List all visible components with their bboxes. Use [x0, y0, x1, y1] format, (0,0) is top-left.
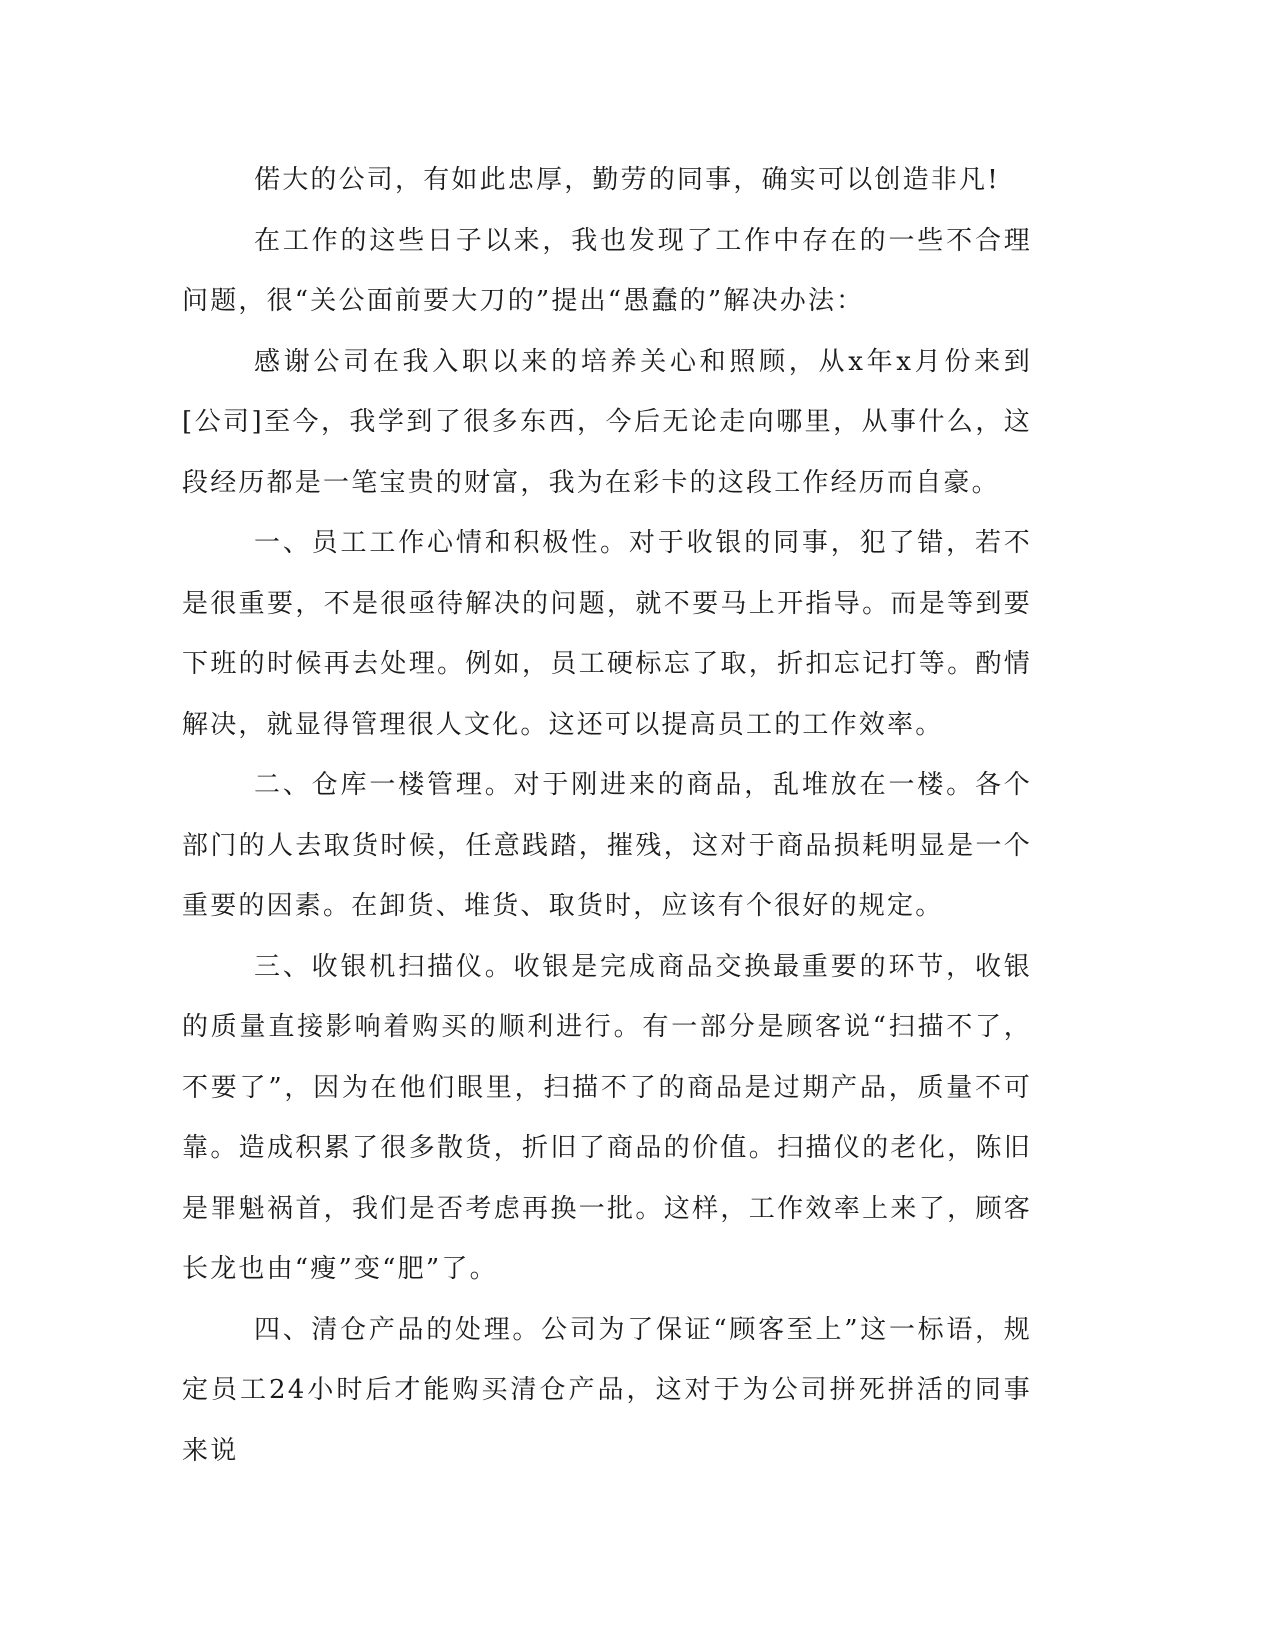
paragraph-problems: 在工作的这些日子以来，我也发现了工作中存在的一些不合理问题，很“关公面前要大刀的”提出“愚蠢的”解决办法： — [182, 225, 1032, 316]
paragraph-gratitude: 感谢公司在我入职以来的培养关心和照顾，从x年x月份来到[公司]至今，我学到了很多东西，今后无论走向哪里，从事什么，这段经历都是一笔宝贵的财富，我为在彩卡的这段工作经历而自豪。 — [182, 346, 1032, 498]
paragraph-item-3: 三、收银机扫描仪。收银是完成商品交换最重要的环节，收银的质量直接影响着购买的顺利进行。有一部分是顾客说“扫描不了，不要了”，因为在他们眼里，扫描不了的商品是过期产品，质量不可靠。造成积累了很多散货，折旧了商品的价值。扫描仪的老化，陈旧是罪魁祸首，我们是否考虑再换一批。这样，工作效率上来了，顾客长龙也由“瘦”变“肥”了。 — [182, 951, 1032, 1284]
paragraph-item-1: 一、员工工作心情和积极性。对于收银的同事，犯了错，若不是很重要，不是很亟待解决的问题，就不要马上开指导。而是等到要下班的时候再去处理。例如，员工硬标忘了取，折扣忘记打等。酌情解决，就显得管理很人文化。这还可以提高员工的工作效率。 — [182, 528, 1032, 740]
paragraph-item-2: 二、仓库一楼管理。对于刚进来的商品，乱堆放在一楼。各个部门的人去取货时候，任意践踏，摧残，这对于商品损耗明显是一个重要的因素。在卸货、堆货、取货时，应该有个很好的规定。 — [182, 770, 1032, 921]
paragraph-intro: 偌大的公司，有如此忠厚，勤劳的同事，确实可以创造非凡! — [254, 165, 1000, 195]
document-body — [182, 150, 1032, 1481]
paragraph-item-4: 四、清仓产品的处理。公司为了保证“顾客至上”这一标语，规定员工24小时后才能购买清仓产品，这对于为公司拼死拼活的同事来说 — [182, 1314, 1032, 1466]
